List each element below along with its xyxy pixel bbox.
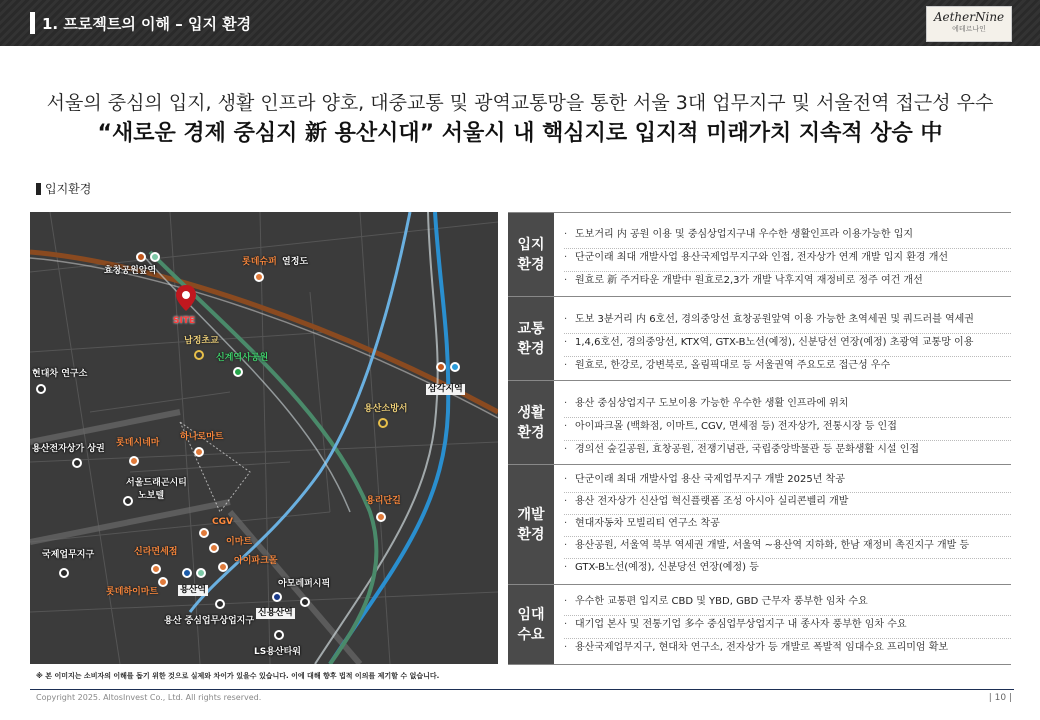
list-item-text: 단군이래 최대 개발사업 용산 국제업무지구 개발 2025년 착공 <box>575 474 845 485</box>
list-item-text: 경의선 숲길공원, 효창공원, 전쟁기념관, 국립중앙박물관 등 문화생활 시설 인접 <box>575 444 920 455</box>
disclaimer-note: ※ 본 이미지는 소비자의 이해를 돕기 위한 것으로 실제와 차이가 있을수 있습니다. 이에 대해 향후 법적 이의를 제기할 수 없습니다. <box>36 672 440 680</box>
map-label-hanaro-mart: 하나로마트 <box>180 432 224 442</box>
map-label-emart: 이마트 <box>226 537 253 547</box>
list-item <box>564 474 1011 486</box>
list-item-text: 현대자동차 모빌리티 연구소 착공 <box>575 518 720 529</box>
headline-title: “새로운 경제 중심지 新 용산시대” 서울시 내 핵심지로 입지적 미래가치 지속적 상승 中 <box>97 121 943 146</box>
map-label-hyochang-station: 효창공원앞역 <box>104 266 157 276</box>
list-item <box>564 540 1011 552</box>
poi-dot <box>129 456 139 466</box>
logo-subtext: 에테르나인 <box>952 25 986 33</box>
station-dot <box>450 362 460 372</box>
poi-dot <box>72 458 82 468</box>
brand-logo <box>926 6 1012 42</box>
location-map <box>30 212 498 664</box>
table-row <box>508 464 1011 585</box>
map-label-cgv: CGV <box>212 517 233 527</box>
list-item <box>564 398 1011 410</box>
station-dot <box>272 592 282 602</box>
map-label-hyundai-lab: 현대차 연구소 <box>32 369 88 379</box>
poi-dot <box>36 384 46 394</box>
map-drawing <box>30 212 498 664</box>
row-items <box>564 381 1011 465</box>
map-label-amorepacific: 아모레퍼시픽 <box>278 579 331 589</box>
poi-dot <box>209 543 219 553</box>
divider <box>564 248 1011 249</box>
square-bullet-icon <box>36 183 41 195</box>
table-row <box>508 380 1011 465</box>
list-item <box>564 229 1011 241</box>
row-category <box>508 297 554 381</box>
list-item-text: 도보거리 内 공원 이용 및 중심상업지구내 우수한 생활인프라 이용가능한 입지 <box>575 229 914 240</box>
list-item <box>564 562 1011 574</box>
list-item-text: 우수한 교통편 입지로 CBD 및 YBD, GBD 근무자 풍부한 임차 수요 <box>575 596 868 607</box>
school-dot <box>194 350 204 360</box>
map-label-lotte-himart: 롯데하이마트 <box>106 587 159 597</box>
map-label-yeoljeongdo: 열정도 <box>282 257 309 267</box>
poi-dot <box>151 564 161 574</box>
list-item-text: 용산 중심상업지구 도보이용 가능한 우수한 생활 인프라에 위치 <box>575 398 849 409</box>
section-label <box>36 180 91 197</box>
category-label: 입지 환경 <box>517 237 545 273</box>
list-item <box>564 421 1011 433</box>
poi-dot <box>158 577 168 587</box>
headline-subtitle: 서울의 중심의 입지, 생활 인프라 양호, 대중교통 및 광역교통망을 통한 서울 3대 업무지구 및 서울전역 접근성 우수 <box>46 92 994 114</box>
category-label: 개발 환경 <box>517 507 545 543</box>
map-label-fire-station: 용산소방서 <box>364 404 408 414</box>
row-category <box>508 213 554 297</box>
station-dot <box>436 362 446 372</box>
divider <box>564 356 1011 357</box>
map-label-ls-tower: LS용산타워 <box>254 647 301 657</box>
map-label-site: SITE <box>173 316 196 326</box>
map-label-yongsan-station: 용산역 <box>180 585 207 595</box>
list-item-text: GTX-B노선(예정), 신분당선 연장(예정) 등 <box>575 562 759 573</box>
row-category <box>508 465 554 585</box>
list-item <box>564 496 1011 508</box>
map-label-yongsan-cbd: 용산 중심업무상업지구 <box>164 616 255 626</box>
header-accent-bar <box>30 12 35 34</box>
section-label-text: 입지환경 <box>45 182 92 196</box>
logo-text: AetherNine <box>933 10 1005 24</box>
map-label-singye-park: 신계역사공원 <box>216 353 269 363</box>
list-item <box>564 252 1011 264</box>
poi-dot <box>59 568 69 578</box>
row-items <box>564 213 1011 297</box>
list-item-text: 단군이래 최대 개발사업 용산국제업무지구와 인접, 전자상가 연계 개발 입지 환경 개선 <box>575 252 949 263</box>
list-item <box>564 596 1011 608</box>
list-item-text: 대기업 본사 및 전통기업 多수 중심업무상업지구 내 종사자 풍부한 임차 수요 <box>575 619 907 630</box>
site-pin-icon <box>175 284 197 312</box>
map-label-namjeong-school: 남정초교 <box>184 336 219 346</box>
map-label-lotte-cinema: 롯데시네마 <box>116 438 160 448</box>
map-label-electronics-market: 용산전자상가 상권 <box>32 444 105 454</box>
station-dot <box>182 568 192 578</box>
table-row <box>508 212 1011 297</box>
list-item <box>564 518 1011 530</box>
copyright-text: Copyright 2025. AltosInvest Co., Ltd. All rights reserved. <box>36 693 262 702</box>
category-label: 생활 환경 <box>517 405 545 441</box>
list-item <box>564 444 1011 456</box>
poi-dot <box>194 447 204 457</box>
map-label-lotte-super: 롯데슈퍼 <box>242 257 277 267</box>
row-category <box>508 381 554 465</box>
divider <box>564 271 1011 272</box>
poi-dot <box>254 272 264 282</box>
divider <box>564 440 1011 441</box>
page-number: | 10 | <box>988 693 1012 703</box>
location-summary-table <box>508 212 1011 664</box>
station-dot <box>150 252 160 262</box>
map-label-shilla-dutyfree: 신라면세점 <box>134 547 178 557</box>
footer-divider <box>30 689 1014 690</box>
list-item <box>564 314 1011 326</box>
divider <box>564 536 1011 537</box>
divider <box>564 638 1011 639</box>
poi-dot <box>300 597 310 607</box>
list-item-text: 원효로, 한강로, 강변북로, 올림픽대로 등 서울권역 주요도로 접근성 우수 <box>575 360 891 371</box>
park-dot <box>233 367 243 377</box>
divider <box>564 514 1011 515</box>
map-label-sinyongsan-station: 신용산역 <box>258 608 293 618</box>
divider <box>564 417 1011 418</box>
list-item-text: 아이파크몰 (백화점, 이마트, CGV, 면세점 등) 전자상가, 전통시장 등 인접 <box>575 421 897 432</box>
category-label: 교통 환경 <box>517 321 545 357</box>
list-item-text: 용산국제업무지구, 현대차 연구소, 전자상가 등 개발로 폭발적 임대수요 프리미엄 확보 <box>575 642 949 653</box>
row-category <box>508 585 554 664</box>
map-label-ipark-mall: 아이파크몰 <box>234 556 278 566</box>
poi-dot <box>218 562 228 572</box>
poi-dot <box>215 599 225 609</box>
header-bar <box>0 0 1040 46</box>
poi-dot <box>274 630 284 640</box>
divider <box>564 558 1011 559</box>
table-row <box>508 296 1011 381</box>
map-label-dragon-city: 서울드래곤시티 <box>126 478 187 488</box>
list-item <box>564 337 1011 349</box>
list-item <box>564 642 1011 654</box>
poi-dot <box>376 512 386 522</box>
list-item-text: 원효로 新 주거타운 개발中 원효로2,3가 개발 낙후지역 재정비로 정주 여건 개선 <box>575 275 923 286</box>
list-item-text: 1,4,6호선, 경의중앙선, KTX역, GTX-B노선(예정), 신분당선 연장(예정) 초광역 교통망 이용 <box>575 337 974 348</box>
divider <box>564 615 1011 616</box>
category-label: 임대 수요 <box>517 606 545 643</box>
station-dot <box>136 252 146 262</box>
row-items <box>564 297 1011 381</box>
divider <box>564 492 1011 493</box>
map-label-yongridan-gil: 용리단길 <box>366 496 401 506</box>
poi-dot <box>378 418 388 428</box>
station-dot <box>196 568 206 578</box>
section-title: 1. 프로젝트의 이해 – 입지 환경 <box>42 15 252 33</box>
map-label-novotel: 노보텔 <box>138 491 165 501</box>
list-item-text: 용산공원, 서울역 북부 역세권 개발, 서울역 ~용산역 지하화, 한남 재정비 촉진지구 개발 등 <box>575 540 970 551</box>
map-label-international-district: 국제업무지구 <box>42 550 95 560</box>
divider <box>564 333 1011 334</box>
row-items <box>564 465 1011 585</box>
list-item <box>564 360 1011 372</box>
list-item <box>564 619 1011 631</box>
row-items <box>564 585 1011 664</box>
list-item-text: 용산 전자상가 신산업 혁신플랫폼 조성 아시아 실리콘벨리 개발 <box>575 496 849 507</box>
poi-dot <box>199 528 209 538</box>
list-item <box>564 275 1011 287</box>
table-row <box>508 584 1011 665</box>
poi-dot <box>123 496 133 506</box>
map-label-samgakji: 삼각지역 <box>428 384 463 394</box>
list-item-text: 도보 3분거리 内 6호선, 경의중앙선 효창공원앞역 이용 가능한 초역세권 및 쿼드러블 역세권 <box>575 314 974 325</box>
